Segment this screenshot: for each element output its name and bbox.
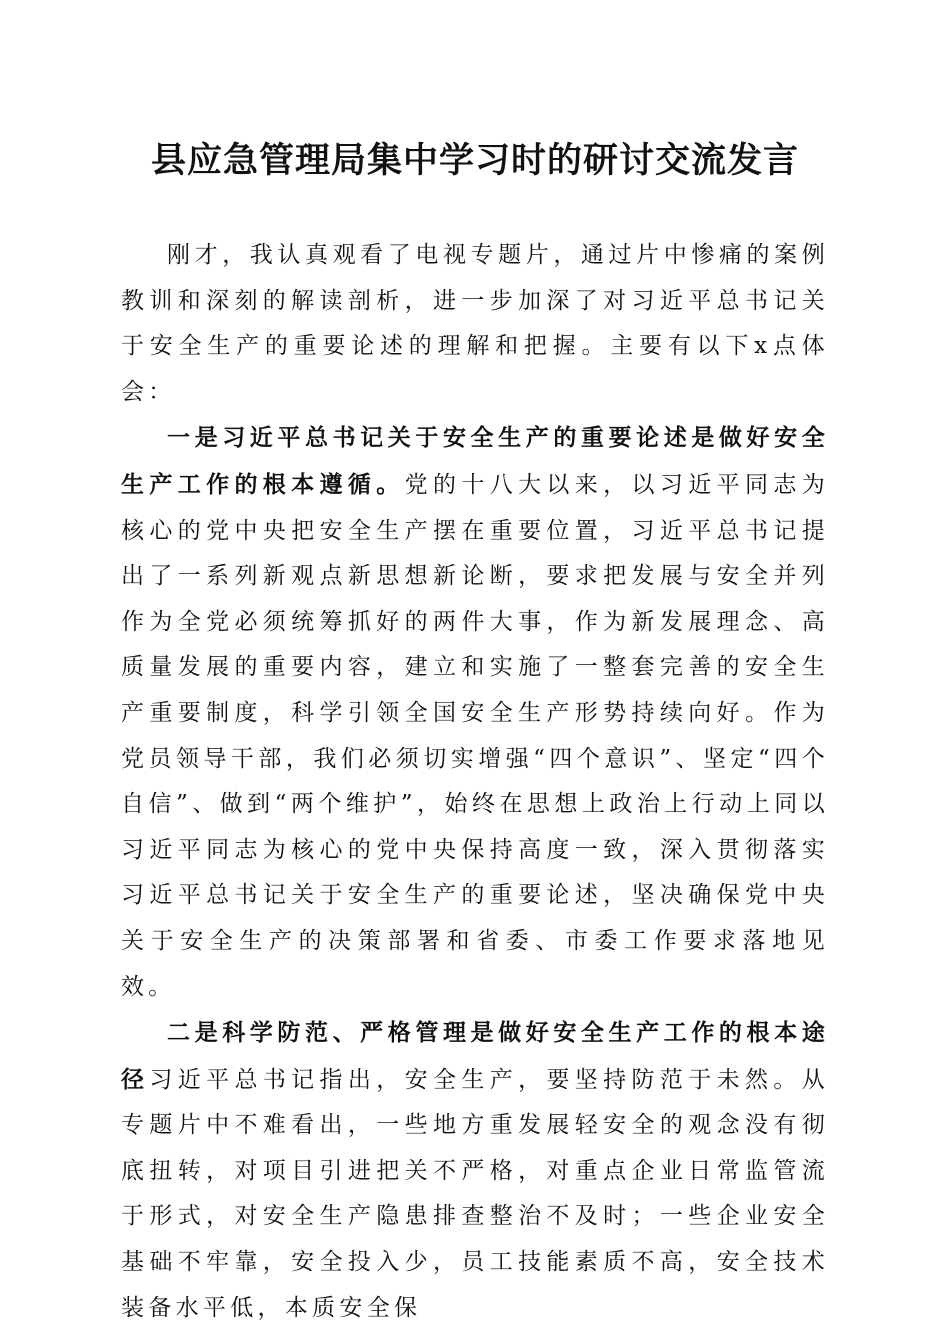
paragraph-text: 刚才，我认真观看了电视专题片，通过片中惨痛的案例教训和深刻的解读剖析，进一步加深了对习近平总书记关于安全生产的重要论述的理解和把握。主要有以下x点体会： xyxy=(121,242,829,405)
paragraph-intro xyxy=(121,232,829,415)
paragraph-point-one xyxy=(121,415,829,1010)
document-title: 县应急管理局集中学习时的研讨交流发言 xyxy=(150,140,799,181)
document-body xyxy=(121,232,829,1331)
paragraph-text: 习近平总书记指出，安全生产，要坚持防范于未然。从专题片中不难看出，一些地方重发展轻安全的观念没有彻底扭转，对项目引进把关不严格，对重点企业日常监管流于形式，对安全生产隐患排查整治不及时；一些企业安全基础不牢靠，安全投入少，员工技能素质不高，安全技术装备水平低，本质安全保 xyxy=(121,1066,829,1321)
paragraph-point-two xyxy=(121,1010,829,1331)
paragraph-lead: 二是科学防范、严格管理是做好安全生产工作的根本途径 xyxy=(121,1019,829,1093)
paragraph-lead: 一是习近平总书记关于安全生产的重要论述是做好安全生产工作的根本遵循。 xyxy=(121,424,829,498)
paragraph-text: 党的十八大以来，以习近平同志为核心的党中央把安全生产摆在重要位置，习近平总书记提出了一系列新观点新思想新论断，要求把发展与安全并列作为全党必须统筹抓好的两件大事，作为新发展理念、高质量发展的重要内容，建立和实施了一整套完善的安全生产重要制度，科学引领全国安全生产形势持续向好。作为党员领导干部，我们必须切实增强“四个意识”、坚定“四个自信”、做到“两个维护”，始终在思想上政治上行动上同以习近平同志为核心的党中央保持高度一致，深入贯彻落实习近平总书记关于安全生产的重要论述，坚决确保党中央关于安全生产的决策部署和省委、市委工作要求落地见效。 xyxy=(121,471,829,1000)
